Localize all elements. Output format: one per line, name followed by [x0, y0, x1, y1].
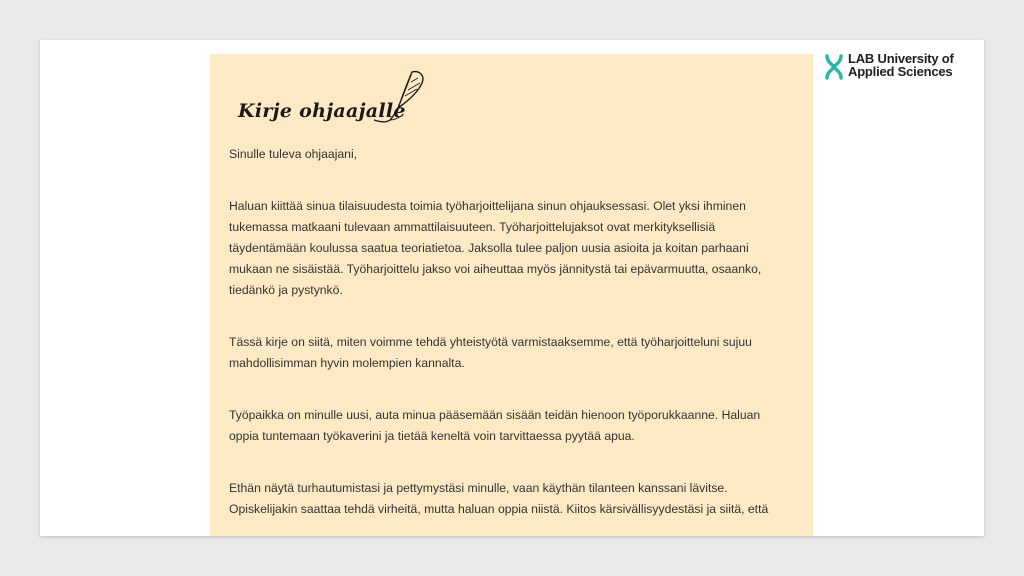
logo-line-1: LAB University of	[848, 51, 954, 66]
slide	[40, 40, 984, 536]
letter-greeting: Sinulle tuleva ohjaajani,	[229, 147, 358, 161]
letter-paragraph: Ethän näytä turhautumistasi ja pettymystäsi minulle, vaan käythän tilanteen kanssani lävitse. Opiskelijakin saattaa tehdä virheitä, mutta haluan oppia niistä. Kiitos kärsivällisyydestäsi ja siitä, että	[229, 481, 769, 516]
lab-logo-icon	[824, 54, 844, 80]
letter-paragraph: Haluan kiittää sinua tilaisuudesta toimia työharjoittelijana sinun ohjauksessasi. Olet yksi ihminen tukemassa matkaani tulevaan ammattilaisuuteen. Työharjoittelujaksot ovat merkityksellisiä täydentämään koulussa saatua teoriatietoa. Jaksolla tulee paljon uusia asioita ja koitan parhaani mukaan ne sisäistää. Työharjoittelu jakso voi aiheuttaa myös jännitystä tai epävarmuutta, osaanko, tiedänkö ja pystynkö.	[229, 199, 762, 297]
logo-text	[848, 52, 954, 78]
letter-panel	[210, 54, 813, 536]
quill-pen-icon	[368, 68, 428, 126]
logo-line-2: Applied Sciences	[848, 64, 953, 79]
lab-logo	[824, 52, 974, 82]
letter-paragraph: Tässä kirje on siitä, miten voimme tehdä yhteistyötä varmistaaksemme, että työharjoitteluni sujuu mahdollisimman hyvin molempien kannalta.	[229, 335, 752, 370]
letter-body	[229, 144, 791, 536]
letter-title: Kirje ohjaajalle	[238, 100, 406, 122]
letter-paragraph: Työpaikka on minulle uusi, auta minua pääsemään sisään teidän hienoon työporukkaanne. Haluan oppia tuntemaan työkaverini ja tietää keneltä voin tarvittaessa pyytää apua.	[229, 408, 761, 443]
